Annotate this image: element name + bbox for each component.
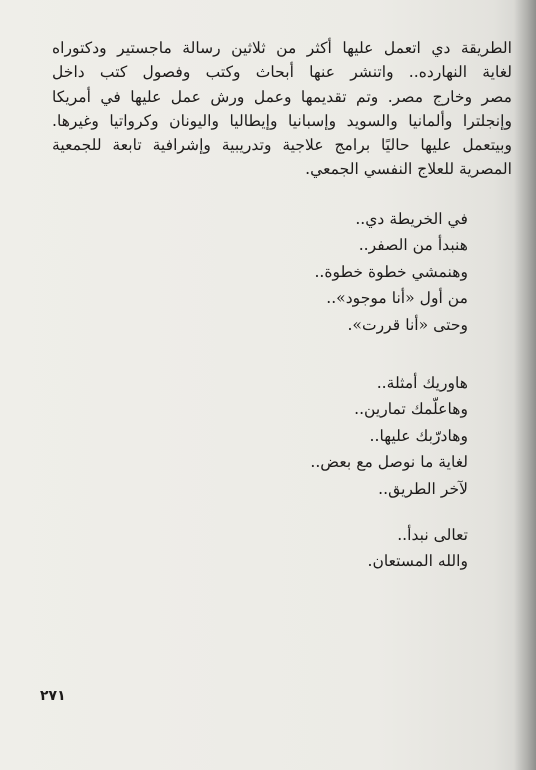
paragraph-line: مصر وخارج مصر. وتم تقديمها وعمل ورش عمل عليها في أمريكا: [52, 87, 512, 106]
paragraph-line: لغاية النهارده.. واتنشر عنها أبحاث وكتب وفصول كتب داخل: [52, 63, 512, 82]
stanza-map: [314, 206, 468, 338]
verse-line: والله المستعان.: [367, 552, 468, 571]
verse-line: وهاعلّمك تمارين..: [354, 400, 468, 419]
paragraph-line: وبيتعمل عليها حاليًا برامج علاجية وتدريبية وإشرافية تابعة للجمعية: [52, 136, 512, 155]
page-number: ٢٧١: [40, 688, 66, 704]
paragraph-line: المصرية للعلاج النفسي الجمعي.: [305, 160, 512, 179]
verse-line: لغاية ما نوصل مع بعض..: [310, 453, 468, 472]
verse-line: وهنمشي خطوة خطوة..: [314, 262, 468, 281]
intro-paragraph: [52, 36, 512, 182]
stanza-closing: [368, 522, 469, 575]
stanza-examples: [310, 370, 468, 502]
verse-line: في الخريطة دي..: [355, 210, 468, 228]
verse-line: هنبدأ من الصفر..: [358, 236, 468, 255]
verse-line: وحتى «أنا قررت».: [347, 315, 468, 334]
verse-line: تعالى نبدأ..: [397, 526, 468, 544]
verse-line: من أول «أنا موجود»..: [326, 289, 468, 308]
verse-line: هاوريك أمثلة..: [376, 374, 468, 392]
binding-shadow: [514, 0, 536, 770]
paragraph-line: وإنجلترا وألمانيا والسويد وإسبانيا وإيطاليا واليونان وكرواتيا وغيرها.: [52, 111, 512, 130]
verse-line: وهادرّبك عليها..: [369, 426, 468, 445]
verse-line: لآخر الطريق..: [378, 479, 468, 498]
paragraph-line: الطريقة دي اتعمل عليها أكثر من ثلاثين رسالة ماجستير ودكتوراه: [52, 39, 512, 57]
